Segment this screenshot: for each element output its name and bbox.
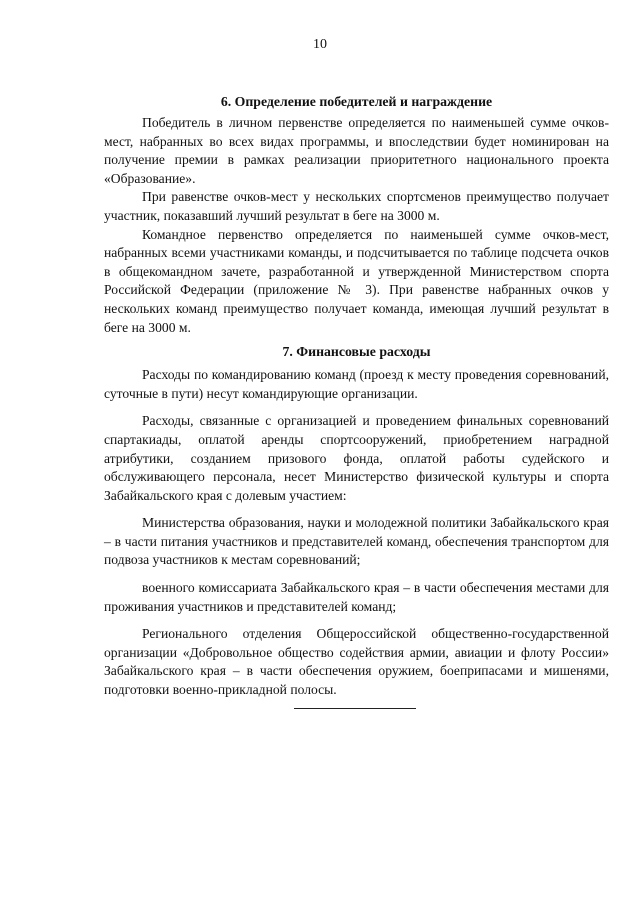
section-7-paragraph: военного комиссариата Забайкальского края – в части обеспечения местами для проживания участников и представителей команд; [104,580,609,614]
section-6-paragraph: Командное первенство определяется по наименьшей сумме очков-мест, набранных всеми участниками команды, и подсчитывается по таблице подсчета очков в общекомандном зачете, разработанной и утвержденной Министерством спорта Российской Федерации (приложение № 3). При равенстве набранных очков у нескольких команд преимущество получает команда, имеющая лучший результат в беге на 3000 м. [104,226,609,335]
section-6-heading: 6. Определение победителей и награждение [220,94,493,109]
document-body [104,92,609,700]
section-7-paragraph: Расходы, связанные с организацией и проведением финальных соревнований спартакиады, оплатой аренды спортсооружений, приобретением наградной атрибутики, созданием призового фонда, оплатой работы судейского и обслуживающего персонала, несет Министерство физической культуры и спорта Забайкальского края с долевым участием: [104,413,609,503]
section-7-paragraph: Регионального отделения Общероссийской общественно-государственной организации «Добровольное общество содействия армии, авиации и флоту России» Забайкальского края – в части обеспечения оружием, боеприпасами и мишенями, подготовки военно-прикладной полосы. [104,626,609,698]
section-7-paragraph: Министерства образования, науки и молодежной политики Забайкальского края – в части питания участников и представителей команд, обеспечения транспортом для подвоза участников к местам соревнований; [104,515,609,568]
section-6-paragraph: Победитель в личном первенстве определяется по наименьшей сумме очков-мест, набранных во всех видах программы, и впоследствии будет номинирован на получение премии в рамках реализации приоритетного национального проекта «Образование». [104,115,609,186]
section-7-paragraph: Расходы по командированию команд (проезд к месту проведения соревнований, суточные в пути) несут командирующие организации. [104,367,609,401]
section-6-paragraph: При равенстве очков-мест у нескольких спортсменов преимущество получает участник, показавший лучший результат в беге на 3000 м. [104,189,609,223]
page-number: 10 [313,37,327,52]
end-divider [294,708,416,709]
section-7-heading: 7. Финансовые расходы [282,344,431,360]
